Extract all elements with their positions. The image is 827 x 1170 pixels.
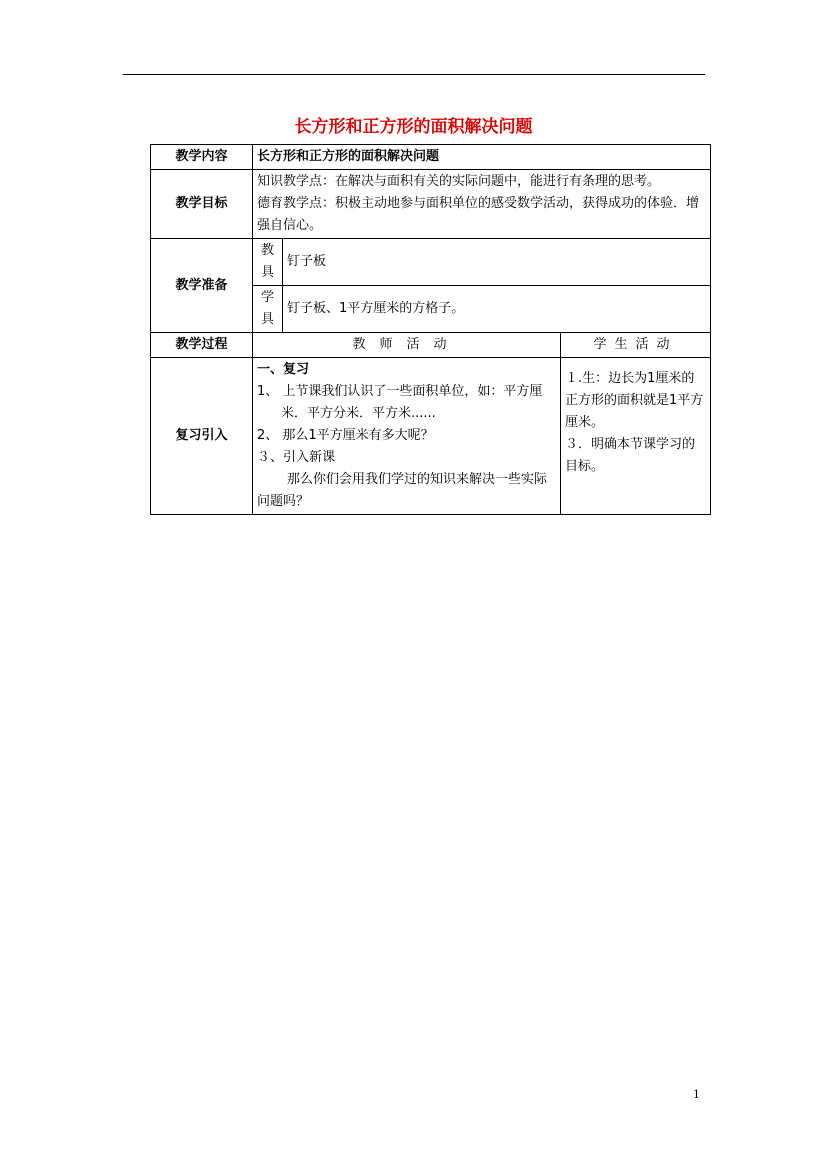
header-teacher-activity: 教师活动 — [253, 333, 561, 358]
review-item-2: 2、 那么1平方厘米有多大呢？ — [257, 428, 434, 443]
table-row-review — [151, 358, 711, 515]
label-teaching-content: 教学内容 — [151, 145, 253, 170]
label-teaching-goals: 教学目标 — [151, 170, 253, 239]
review-item-1: 1、 上节课我们认识了一些面积单位，如：平方厘米．平方分米．平方米...... — [257, 384, 543, 421]
student-tools-value: 钉子板、1平方厘米的方格子。 — [283, 286, 711, 333]
header-student-activity: 学生活动 — [561, 333, 711, 358]
teaching-goals-cell — [253, 170, 711, 239]
label-teaching-prep: 教学准备 — [151, 239, 253, 333]
student-activity-1: １.生：边长为1厘米的正方形的面积就是1平方厘米。 — [565, 371, 704, 430]
teaching-content-value: 长方形和正方形的面积解决问题 — [253, 145, 711, 170]
teacher-tools-value: 钉子板 — [283, 239, 711, 286]
review-student-cell — [561, 358, 711, 515]
header-rule — [123, 74, 705, 75]
review-item-3-body: 那么你们会用我们学过的知识来解决一些实际问题吗？ — [257, 472, 548, 509]
table-row-prep-teacher — [151, 239, 711, 286]
label-teacher-tools: 教具 — [253, 239, 283, 286]
label-review-intro: 复习引入 — [151, 358, 253, 515]
review-item-3: ３、引入新课 — [257, 450, 336, 465]
goal-moral: 德育教学点：积极主动地参与面积单位的感受数学活动，获得成功的体验．增强自信心。 — [257, 196, 700, 233]
student-activity-3: ３．明确本节课学习的目标。 — [565, 437, 696, 474]
lesson-plan-table — [150, 144, 711, 515]
review-teacher-cell — [253, 358, 561, 515]
goal-knowledge: 知识教学点：在解决与面积有关的实际问题中，能进行有条理的思考。 — [257, 174, 661, 189]
document-title: 长方形和正方形的面积解决问题 — [294, 117, 533, 137]
table-row-goals — [151, 170, 711, 239]
table-row-process — [151, 333, 711, 358]
review-heading: 一、复习 — [257, 362, 310, 377]
label-student-tools: 学具 — [253, 286, 283, 333]
page-number: 1 — [693, 1088, 700, 1101]
table-row-content — [151, 145, 711, 170]
label-teaching-process: 教学过程 — [151, 333, 253, 358]
